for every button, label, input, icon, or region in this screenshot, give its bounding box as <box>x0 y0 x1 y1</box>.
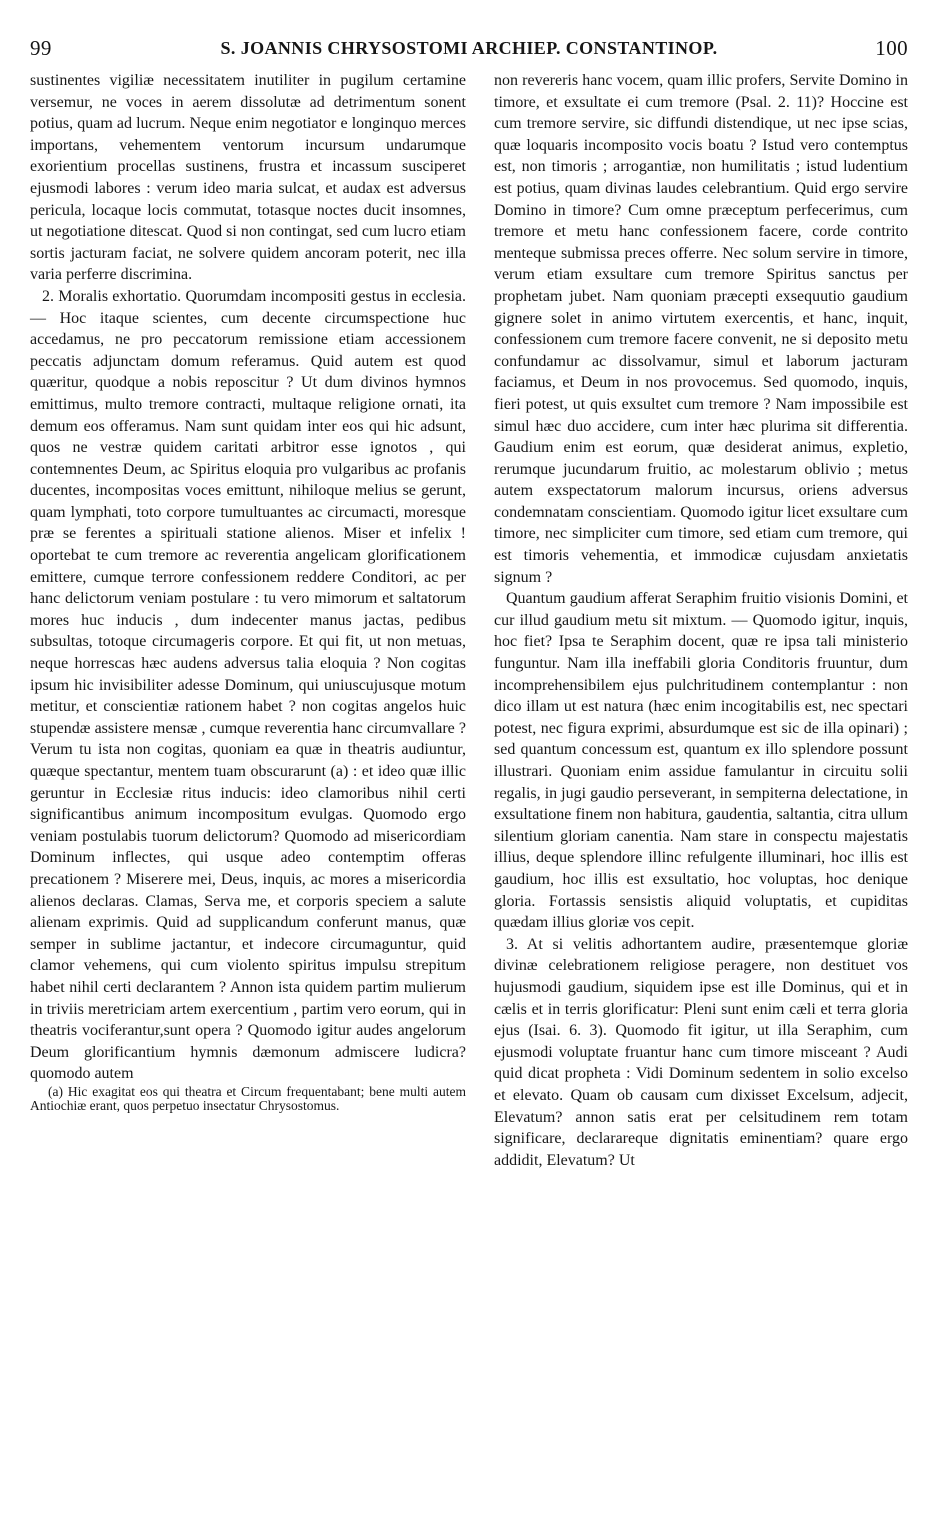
right-column <box>494 70 908 1171</box>
running-header <box>22 36 916 66</box>
paragraph: Quantum gaudium afferat Seraphim fruitio visionis Domini, et cur illud gaudium metu sit mixtum. — Quomodo igitur, inquis, hoc fiet? Ipsa te Seraphim docent, quæ re ipsa tali ministerio funguntur. Nam illa ineffabili gloria Conditoris fruuntur, dum incomprehensibilem ejus pulchritudinem contemplantur : non dico illam ut est natura (hæc enim incogitabilis est, nec spectari potest, nec figura exprimi, absurdumque est sic de illa opinari) ; sed quantum concessum est, quantum ex illo splendore possunt illustrari. Quoniam enim assidue famulantur in circuitu solii regalis, in jugi gaudio perseverant, in sempiterna delectatione, in exsultatione finem non habitura, gaudentia, saltantia, citra ullum silentium gloriam canentia. Nam stare in conspectu majestatis illius, deque splendore illinc refulgente illuminari, hoc illis est gaudium, hoc illis est exsultatio, hoc voluptas, hoc denique gloria. Fortassis sensistis aliquid voluptatis, et cupiditas quædam illius gloriæ vos cepit. <box>494 590 908 932</box>
paragraph: 3. At si velitis adhortantem audire, præsentemque gloriæ divinæ celebrationem religiose peragere, non destituet vos hujusmodi gaudium, siquidem ipse est ille Dominus, qui et in cælis et in terris glorificatur: Pleni sunt enim cæli et terra gloria ejus (Isai. 6. 3). Quomodo fit igitur, ut illa Seraphim, cum ejusmodi voluptate fruantur hanc cum timore misceant ? Audi quid dicat propheta : Vidi Dominum sedentem in solio excelso et elevato. Quam ob causam cum dixisset Excelsum, adjecit, Elevatum? annon satis erat per celsitudinem rem totam significare, declarareque dignitatis eminentiam? quare ergo addidit, Elevatum? Ut <box>494 935 908 1169</box>
footnote <box>30 1085 466 1114</box>
paragraph: 2. Moralis exhortatio. Quorumdam incompositi gestus in ecclesia. — Hoc itaque scientes, cum decente circumspectione huc accedamus, ne pro peccatorum remissione etiam accessionem peccatis adjunctam domum referamus. Quid autem est quod quæritur, quodque a nobis reposcitur ? Ut dum divinos hymnos emittimus, multo tremore contracti, multaque religione ornati, ita demum eos offeramus. Nam sunt quidam inter eos qui hic adsunt, quos ne vestræ quidem caritati arbitror esse ignotos , qui contemnentes Deum, ac Spiritus eloquia pro vulgaribus ac profanis ducentes, incompositas voces emittunt, nihiloque melius se gerunt, quam lymphati, toto corpore tumultuantes ac circumacti, moresque præ se ferentes a spirituali statione alienos. Miser et infelix ! oportebat te cum tremore ac reverentia angelicam glorificationem emittere, cumque terrore confessionem reddere Conditori, ac per hanc delictorum veniam postulare : tu vero mimorum et saltatorum mores huc inducis , dum indecenter manus jactas, pedibus subsultas, totoque circumageris corpore. Et qui fit, ut non metuas, neque horrescas hæc audens adversus talia eloquia ? Non cogitas ipsum hic invisibiliter adesse Dominum, qui uniuscujusque motum metitur, et conscientiæ rationem habet ? non cogitas angelos huic stupendæ assistere mensæ , cumque reverentia hanc circumvallare ? Verum tu ista non cogitas, quoniam ea quæ in theatris audiuntur, quæque spectantur, mentem tuam obscurarunt (a) : et ideo quæ illic geruntur in Ecclesiæ ritus inducis: ideo clamoribus nihil certi significantibus animum incompositum evulgas. Quomodo ergo veniam postulabis tuorum delictorum? Quomodo ad misericordiam Dominum inflectes, qui usque adeo contemptim offeras precationem ? Miserere mei, Deus, inquis, ac mores a misericordia alienos declaras. Clamas, Serva me, et corporis speciem a salute alienam exprimis. Quid ad supplicandum conferunt manus, quæ semper in sublime jactantur, et indecore circumaguntur, quid clamor vehemens, qui cum violento spiritus impulsu strepitum habet nihil certi declarantem ? Annon ista quidem partim mulierum in triviis meretriciam artem exercentium , partim vero eorum, qui in theatris vociferantur,sunt opera ? Quomodo igitur audes angelorum Deum glorificantium hymnis dæmonum admiscere ludicra?quomodo autem <box>30 287 466 1083</box>
running-title: S. JOANNIS CHRYSOSTOMI ARCHIEP. CONSTANTINOP. <box>220 38 718 58</box>
footnote-text: (a) Hic exagitat eos qui theatra et Circum frequentabant; bene multi autem Antiochiæ erant, quos perpetuo insectatur Chrysostomus. <box>30 1083 466 1114</box>
left-column <box>30 70 466 1114</box>
page-number-left: 99 <box>30 36 52 60</box>
page-number-right: 100 <box>875 36 908 60</box>
paragraph: sustinentes vigiliæ necessitatem inutiliter in pugilum certamine versemur, ne voces in aerem dissolutæ ad detrimentum sonent potius, quam ad lucrum. Neque enim negotiator e longinquo merces importans, vehementem ventorum incursum undarumque exorientium procellas sustinens, frustra et incassum susciperet ejusmodi labores : verum ideo maria sulcat, et audax est adversus pericula, locaque locis commutat, totasque noctes ducit insomnes, ut negotiatione ditescat. Quod si non contingat, sed cum lucro etiam sortis jacturam faciat, ne solvere quidem ancoram poterit, nec illa varia perferre discrimina. <box>30 72 466 284</box>
paragraph: non revereris hanc vocem, quam illic profers, Servite Domino in timore, et exsultate ei cum tremore (Psal. 2. 11)? Hoccine est cum tremore servire, sic diffundi distendique, ut nec ipse scias, quæ loquaris incomposito vocis boatu ? Istud vero contemptus est, non timoris ; arrogantiæ, non humilitatis ; istud ludentium est potius, quam divinas laudes celebrantium. Quid ergo servire Domino in timore? Cum omne præceptum perfecerimus, cum tremore et metu hanc confessionem facere, corde contrito menteque submissa preces offerre. Nec solum servire in timore, verum etiam exsultare cum tremore Spiritus sanctus per prophetam jubet. Nam quoniam præcepti exsequutio gaudium gignere solet in animo virtutem exercentis, et hanc, inquit, confessionem cum tremore facere convenit, ne si deposito metu confundamur ac dissolvamur, simul et laborum jacturam faciamus, et Deum in nos provocemus. Sed quomodo, inquis, fieri potest, ut quis exsultet cum tremore ? Nam impossibile est simul hæc duo accidere, cum inter hæc plurima sit differentia. Gaudium enim est eorum, quæ desiderat animus, expletio, rerumque jucundarum fruitio, ac molestarum oblivio ; metus autem exspectatorum malorum incursus, oriens adversus condemnatam conscientiam. Quomodo igitur licet exsultare cum timore, nec simpliciter cum timore, sed etiam cum tremore, qui est timoris vehementia, et immodicæ cujusdam anxietatis signum ? <box>494 72 908 586</box>
